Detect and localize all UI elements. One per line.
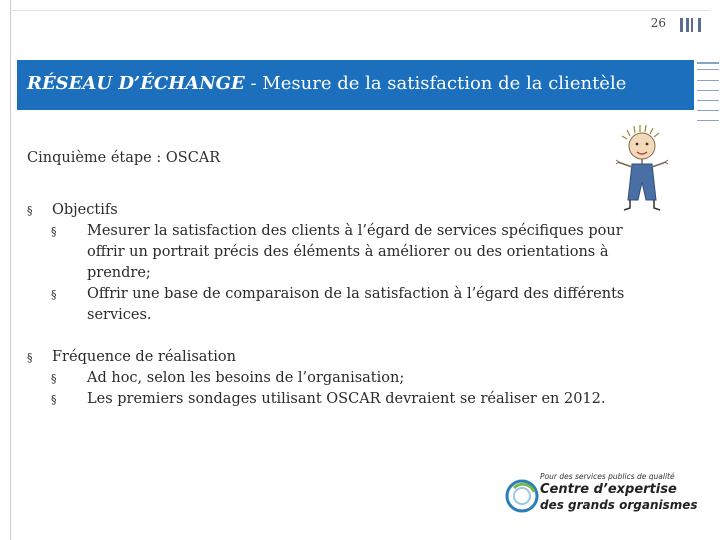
bullet-marker: § [51,393,57,406]
slide-frame-top [10,10,710,11]
bullet-marker: § [51,372,57,385]
organization-logo [500,470,700,520]
section-frequence [27,347,652,368]
slide-subtitle: Cinquième étape : OSCAR [27,150,221,166]
logo-line-1: Centre d’expertise [540,482,677,497]
bullet-marker: § [27,204,33,217]
list-item [51,389,652,410]
logo-line-2: des grands organismes [540,498,698,512]
list-item [51,368,652,389]
logo-circle-icon [504,478,540,514]
slide-title-rest: - Mesure de la satisfaction de la clientèle [244,73,627,94]
bullet-marker: § [51,288,57,301]
title-bar [17,60,694,110]
section-heading: Objectifs [52,202,118,218]
bullet-content [27,200,652,410]
section-objectifs [27,200,652,221]
slide-frame-left [10,0,11,540]
logo-tagline: Pour des services publics de qualité [540,472,675,481]
page-number: 26 [650,16,666,30]
list-item [51,221,652,284]
list-item-text: Les premiers sondages utilisant OSCAR devraient se réaliser en 2012. [87,391,606,407]
bullet-marker: § [51,225,57,238]
list-item-text: Offrir une base de comparaison de la satisfaction à l’égard des différents services. [87,286,625,323]
slide-title [27,73,626,94]
list-item-text: Mesurer la satisfaction des clients à l’égard de services spécifiques pour offrir un portrait précis des éléments à améliorer ou des orientations à prendre; [87,223,623,281]
section-heading: Fréquence de réalisation [52,349,236,365]
list-item-text: Ad hoc, selon les besoins de l’organisation; [87,370,405,386]
slide-title-strong: RÉSEAU D’ÉCHANGE [27,73,245,94]
bullet-marker: § [27,351,33,364]
cartoon-kid-icon [612,122,672,212]
list-item [51,284,652,326]
